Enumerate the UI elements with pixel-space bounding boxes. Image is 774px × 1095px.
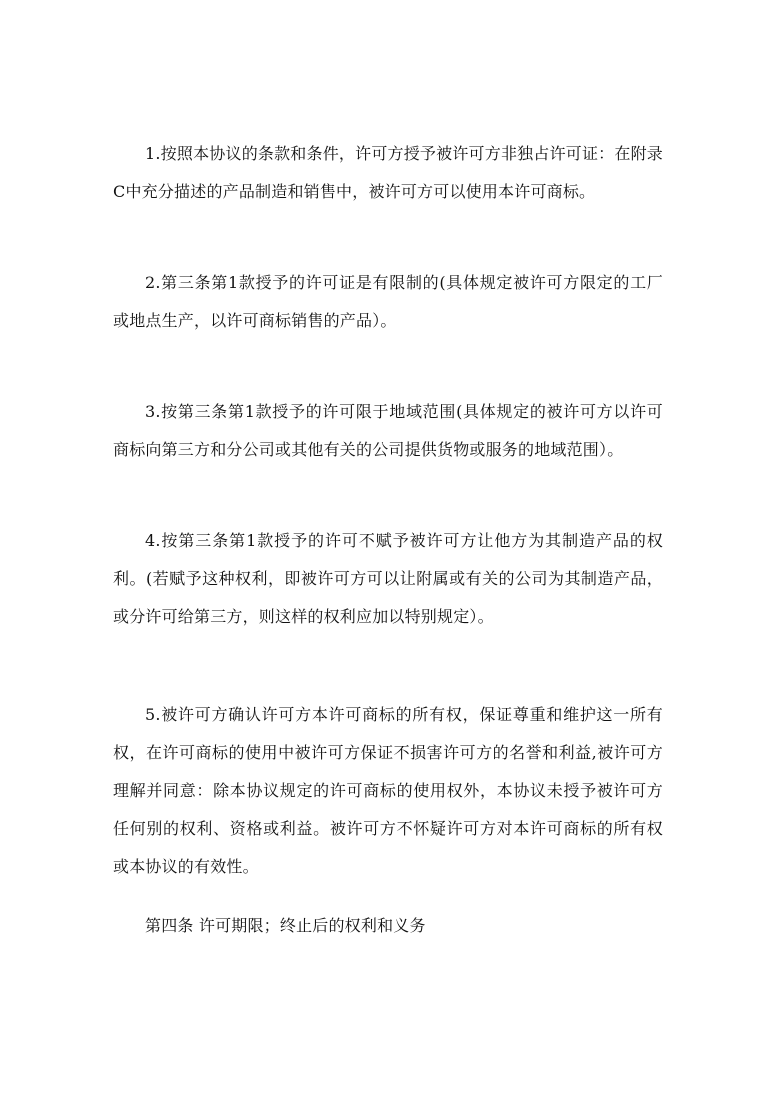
article-four-heading: 第四条 许可期限；终止后的权利和义务 bbox=[145, 916, 426, 935]
clause-paragraph-4: 4.按第三条第1款授予的许可不赋予被许可方让他方为其制造产品的权利。(若赋予这种权利，即被许可方可以让附属或有关的公司为其制造产品，或分许可给第三方，则这样的权利应加以特别规定）。 bbox=[113, 531, 663, 626]
clause-paragraph-2: 2.第三条第1款授予的许可证是有限制的(具体规定被许可方限定的工厂或地点生产，以许可商标销售的产品）。 bbox=[113, 273, 663, 330]
clause-paragraph-3: 3.按第三条第1款授予的许可限于地域范围(具体规定的被许可方以许可商标向第三方和分公司或其他有关的公司提供货物或服务的地域范围）。 bbox=[113, 402, 663, 459]
clause-paragraph-5: 5.被许可方确认许可方本许可商标的所有权，保证尊重和维护这一所有权，在许可商标的使用中被许可方保证不损害许可方的名誉和利益,被许可方理解并同意：除本协议规定的许可商标的使用权外，本协议未授予被许可方任何别的权利、资格或利益。被许可方不怀疑许可方对本许可商标的所有权或本协议的有效性。 bbox=[113, 705, 663, 876]
clause-paragraph-1: 1.按照本协议的条款和条件，许可方授予被许可方非独占许可证：在附录C中充分描述的产品制造和销售中，被许可方可以使用本许可商标。 bbox=[113, 144, 663, 201]
